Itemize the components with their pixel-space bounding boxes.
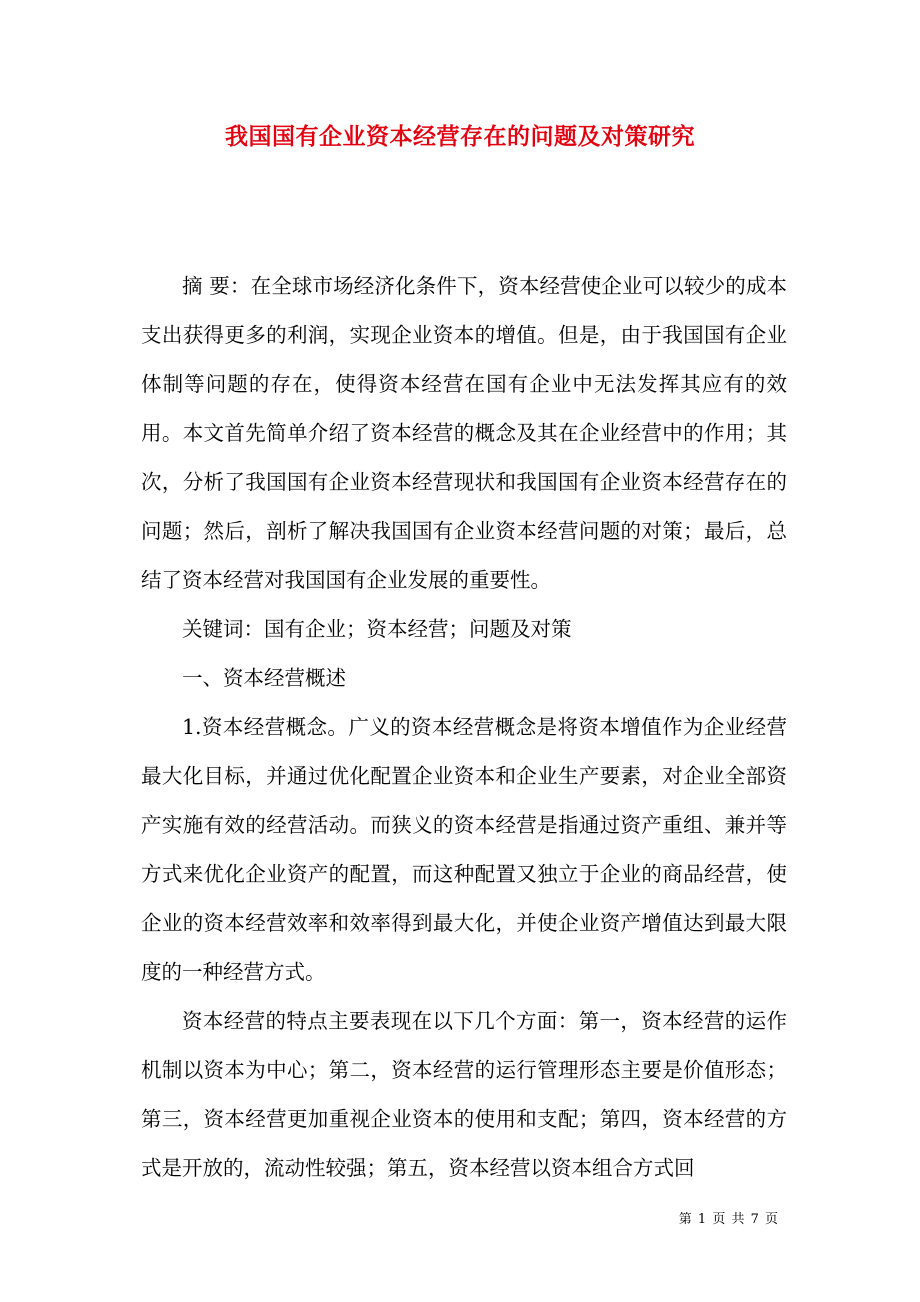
keywords-paragraph: 关键词：国有企业；资本经营；问题及对策 xyxy=(182,617,572,641)
page-number: 第 1 页 共 7 页 xyxy=(678,1212,779,1227)
abstract-paragraph: 摘 要：在全球市场经济化条件下，资本经营使企业可以较少的成本支出获得更多的利润，实现企业资本的增值。但是，由于我国国有企业体制等问题的存在，使得资本经营在国有企业中无法发挥其应有的效用。本文首先简单介绍了资本经营的概念及其在企业经营中的作用；其次，分析了我国国有企业资本经营现状和我国国有企业资本经营存在的问题；然后，剖析了解决我国国有企业资本经营问题的对策；最后，总结了资本经营对我国国有企业发展的重要性。 xyxy=(141,274,787,592)
document-body xyxy=(141,262,787,1193)
body-paragraph: 1.资本经营概念。广义的资本经营概念是将资本增值作为企业经营最大化目标，并通过优化配置企业资本和企业生产要素，对企业全部资产实施有效的经营活动。而狭义的资本经营是指通过资产重组、兼并等方式来优化企业资产的配置，而这种配置又独立于企业的商品经营，使企业的资本经营效率和效率得到最大化，并使企业资产增值达到最大限度的一种经营方式。 xyxy=(141,715,787,984)
body-paragraph: 资本经营的特点主要表现在以下几个方面：第一，资本经营的运作机制以资本为中心；第二，资本经营的运行管理形态主要是价值形态；第三，资本经营更加重视企业资本的使用和支配；第四，资本经营的方式是开放的，流动性较强；第五，资本经营以资本组合方式回 xyxy=(141,1009,787,1180)
document-title: 我国国有企业资本经营存在的问题及对策研究 xyxy=(225,123,695,150)
section-heading: 一、资本经营概述 xyxy=(182,666,346,690)
